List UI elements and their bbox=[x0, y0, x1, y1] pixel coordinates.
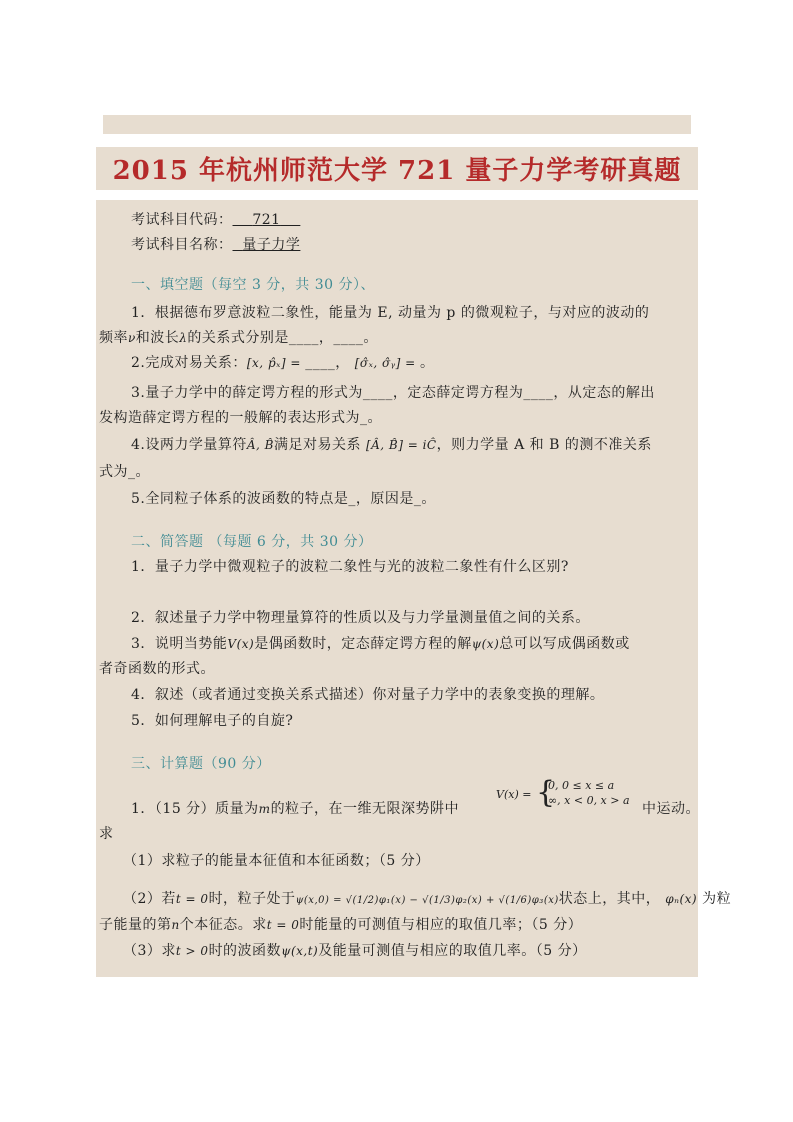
s1-q1-line1: 1．根据德布罗意波粒二象性，能量为 E, 动量为 p 的微观粒子，与对应的波动的 bbox=[131, 305, 650, 321]
potential-lhs: V(x) = bbox=[496, 788, 532, 801]
s1-q4-line2: 式为_。 bbox=[99, 464, 150, 480]
title-banner bbox=[96, 147, 698, 190]
s1-q3-line2: 发构造薛定谔方程的一般解的表达形式为_。 bbox=[99, 410, 382, 426]
s1-q4-line1: 4.设两力学量算符Â, B̂满足对易关系 [Â, B̂] = iĈ，则力学量 A 和 B 的测不准关系 bbox=[131, 437, 652, 453]
s3-sub2-line1: （2）若t = 0时，粒子处于ψ(x,0) = √(1/2)φ₁(x) − √(1/3)φ₂(x) + √(1/6)φ₃(x)状态上，其中， φₙ(x) 为粒 bbox=[123, 891, 732, 907]
section1-heading: 一、填空题（每空 3 分，共 30 分）、 bbox=[131, 277, 376, 293]
s1-q2: 2.完成对易关系：[x, p̂ₓ] = ____， [σ̂ₓ, σ̂ᵧ] = 。 bbox=[131, 355, 435, 371]
s3-sub1: （1）求粒子的能量本征值和本征函数；（5 分） bbox=[123, 853, 430, 869]
s3-q1-tail: 中运动。 bbox=[642, 801, 700, 817]
subject-code-line bbox=[131, 211, 300, 229]
initial-state: ψ(x,0) = √(1/2)φ₁(x) − √(1/3)φ₂(x) + √(1/6)φ₃(x) bbox=[295, 895, 559, 906]
psi-xt: ψ(x,t) bbox=[281, 944, 319, 958]
subject-name-label: 考试科目名称： bbox=[131, 237, 233, 253]
s3-sub3: （3）求t > 0时的波函数ψ(x,t)及能量可测值与相应的取值几率。（5 分） bbox=[123, 943, 587, 959]
s1-q3-line1: 3.量子力学中的薛定谔方程的形式为____，定态薛定谔方程为____，从定态的解出 bbox=[131, 385, 655, 401]
page-title: 2015 年杭州师范大学 721 量子力学考研真题 bbox=[112, 156, 682, 186]
s3-q1-line1: 1．（15 分）质量为m的粒子，在一维无限深势阱中 bbox=[131, 801, 460, 817]
mass-m: m bbox=[258, 802, 271, 816]
subject-code-value: 721 bbox=[252, 212, 281, 228]
s1-q1-line2: 频率ν和波长λ的关系式分别是____，____。 bbox=[99, 330, 378, 346]
phi-n: φₙ(x) bbox=[665, 892, 698, 906]
t-zero-2: t = 0 bbox=[266, 918, 300, 932]
section2-heading: 二、简答题 （每题 6 分，共 30 分） bbox=[131, 534, 373, 550]
header-band bbox=[103, 115, 691, 134]
potential-cases: 0, 0 ≤ x ≤ a ∞, x < 0, x > a bbox=[548, 779, 630, 807]
n-symbol: n bbox=[171, 918, 180, 932]
brace-symbol: { bbox=[536, 775, 556, 810]
section3-heading: 三、计算题（90 分） bbox=[131, 756, 271, 772]
s2-q3-line1: 3．说明当势能V(x)是偶函数时，定态薛定谔方程的解ψ(x)总可以写成偶函数或 bbox=[131, 636, 630, 652]
s2-q4: 4．叙述（或者通过变换关系式描述）你对量子力学中的表象变换的理解。 bbox=[131, 687, 605, 703]
t-zero: t = 0 bbox=[175, 892, 209, 906]
subject-code-label: 考试科目代码： bbox=[131, 212, 233, 228]
potential-v: V(x) bbox=[227, 637, 255, 651]
s3-sub2-line2: 子能量的第n个本征态。求t = 0时能量的可测值与相应的取值几率；（5 分） bbox=[99, 917, 583, 933]
commutator-sigma: [σ̂ₓ, σ̂ᵧ] = bbox=[354, 356, 421, 370]
s2-q1: 1．量子力学中微观粒子的波粒二象性与光的波粒二象性有什么区别? bbox=[131, 559, 569, 575]
commutator-ab: [Â, B̂] = iĈ bbox=[365, 438, 437, 452]
commutator-x-p: [x, p̂ₓ] = bbox=[246, 356, 306, 370]
exam-body bbox=[96, 200, 732, 977]
s2-q3-line2: 者奇函数的形式。 bbox=[99, 661, 215, 677]
operators-ab: Â, B̂ bbox=[246, 438, 274, 452]
s1-q5: 5.全同粒子体系的波函数的特点是_，原因是_。 bbox=[131, 491, 436, 507]
nu-symbol: ν bbox=[128, 331, 136, 345]
subject-name-value: 量子力学 bbox=[242, 237, 301, 253]
lambda-symbol: λ bbox=[179, 331, 188, 345]
t-positive: t > 0 bbox=[175, 944, 209, 958]
subject-name-line bbox=[131, 236, 300, 254]
s2-q5: 5．如何理解电子的自旋? bbox=[131, 713, 294, 729]
wavefunction-psi: ψ(x) bbox=[471, 637, 500, 651]
s3-q1-line2: 求 bbox=[99, 826, 114, 842]
s2-q2: 2．叙述量子力学中物理量算符的性质以及与力学量测量值之间的关系。 bbox=[131, 610, 590, 626]
